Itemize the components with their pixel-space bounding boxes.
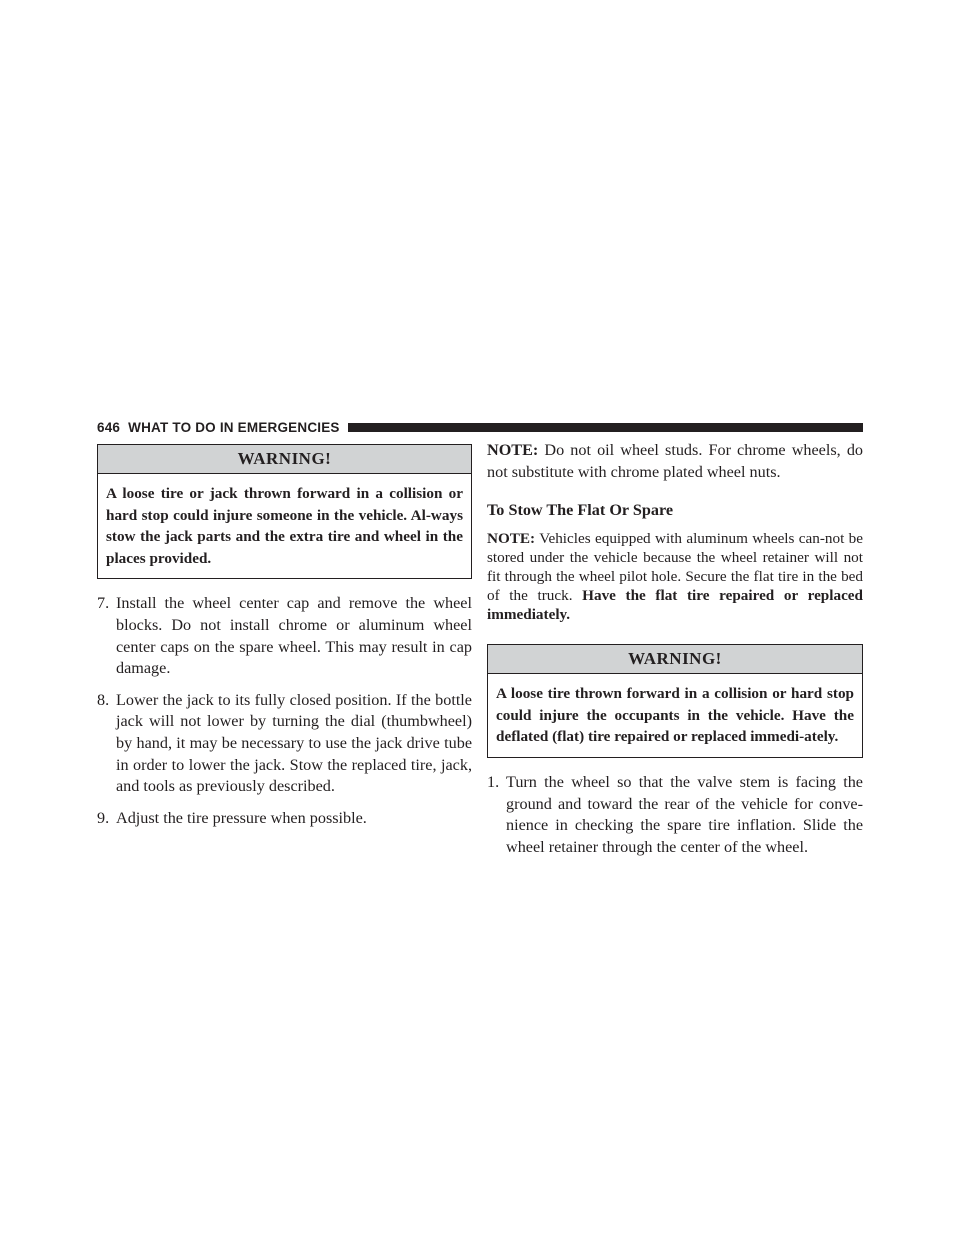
warning-body: A loose tire or jack thrown forward in a collision or hard stop could injure someone in the vehicle. Al-ways stow the jack parts and the extra tire and wheel in the places provided. xyxy=(106,485,463,567)
header-rule xyxy=(348,423,863,432)
right-column xyxy=(487,440,863,868)
step-number: 1. xyxy=(487,772,500,791)
list-item xyxy=(487,772,863,858)
step-text: Install the wheel center cap and remove the wheel blocks. Do not install chrome or aluminum wheel center caps on the spare wheel. This may result in cap damage. xyxy=(116,594,472,678)
step-text: Adjust the tire pressure when possible. xyxy=(116,808,367,827)
step-text: Turn the wheel so that the valve stem is facing the ground and toward the rear of the vehicle for conve-nience in checking the spare tire inflation. Slide the wheel retainer through the center of the wheel. xyxy=(506,772,863,856)
note-emphasis: Have the flat tire repaired or replaced immediately. xyxy=(487,587,863,624)
step-list-left xyxy=(97,593,472,829)
warning-box-right xyxy=(487,644,863,758)
note-label: NOTE: xyxy=(487,441,539,459)
step-number: 7. xyxy=(97,594,110,613)
note-aluminum-wheels xyxy=(487,529,863,624)
page-number: 646 xyxy=(97,419,121,435)
list-item xyxy=(97,593,472,679)
note-wheel-studs xyxy=(487,440,863,483)
warning-box-left xyxy=(97,444,472,579)
step-text: Lower the jack to its fully closed position. If the bottle jack will not lower by turning the dial (thumbwheel) by hand, it may be necessary to use the jack drive tube in order to lower the jack. Stow the replaced tire, jack, and tools as previously described. xyxy=(116,690,472,796)
step-number: 9. xyxy=(97,808,110,827)
note-text: Do not oil wheel studs. For chrome wheels, do not substitute with chrome plated wheel nuts. xyxy=(487,441,864,481)
list-item xyxy=(97,808,472,830)
warning-title: WARNING! xyxy=(488,645,862,674)
warning-body: A loose tire thrown forward in a collision or hard stop could injure the occupants in the vehicle. Have the deflated (flat) tire repaired or replaced immedi-ately. xyxy=(496,685,854,746)
step-list-right xyxy=(487,772,863,858)
subheading: To Stow The Flat Or Spare xyxy=(487,501,674,520)
left-column xyxy=(97,444,472,839)
step-number: 8. xyxy=(97,690,110,709)
warning-title: WARNING! xyxy=(98,445,471,474)
section-title: WHAT TO DO IN EMERGENCIES xyxy=(128,419,340,435)
running-header xyxy=(97,417,863,437)
note-text: Vehicles equipped with aluminum wheels can-not be stored under the vehicle because the wheel retainer will not fit through the wheel pilot hole. Secure the flat tire in the bed of the truck. xyxy=(487,530,863,605)
note-label: NOTE: xyxy=(487,530,536,548)
list-item xyxy=(97,690,472,798)
